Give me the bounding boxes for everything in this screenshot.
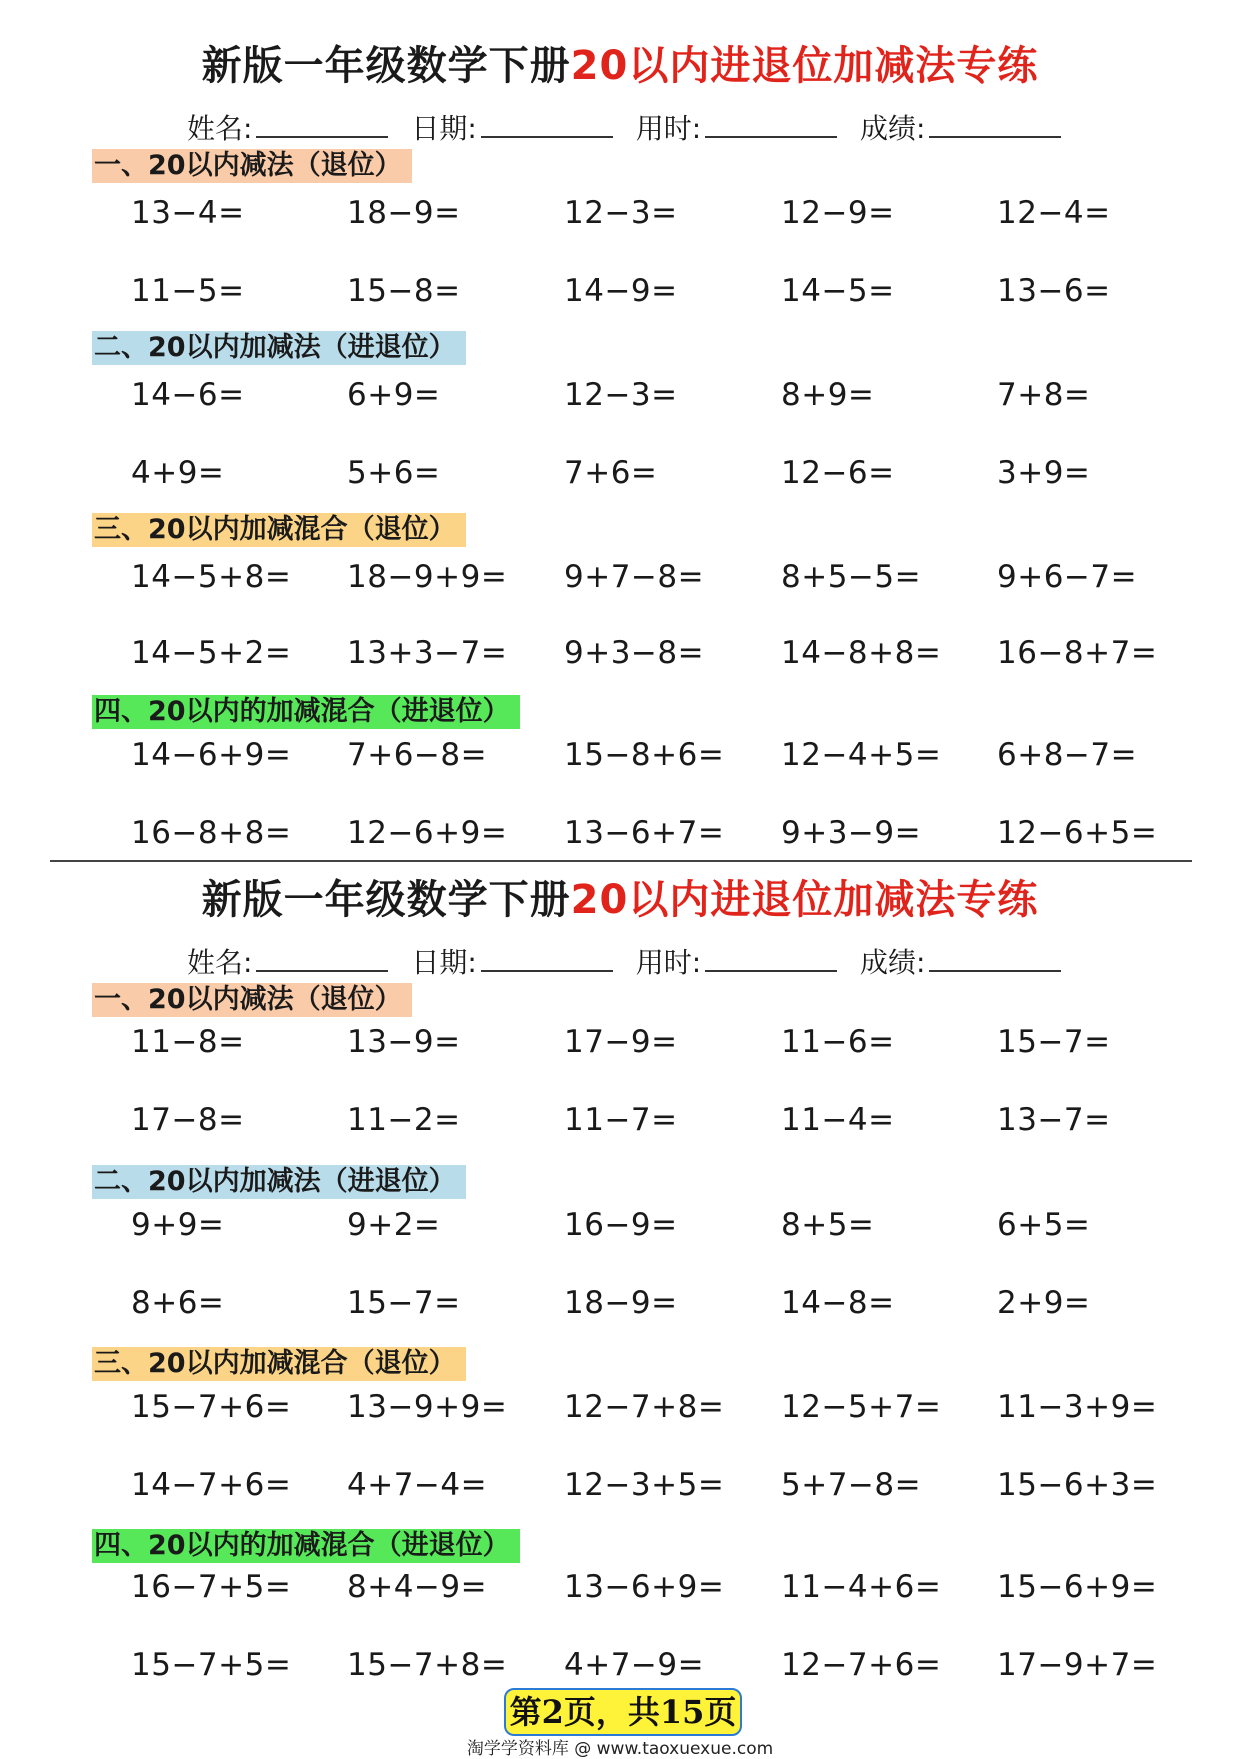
problem-row	[0, 455, 1240, 495]
problem: 13−6+9=	[564, 1569, 725, 1605]
score-blank[interactable]	[929, 112, 1061, 138]
worksheet-title	[0, 868, 1240, 925]
problem: 7+6−8=	[347, 737, 488, 773]
name-label: 姓名:	[187, 946, 253, 979]
problem: 12−9=	[781, 195, 895, 231]
problem: 12−6+5=	[997, 815, 1158, 851]
section-heading: 四、20以内的加减混合（进退位）	[92, 695, 520, 729]
problem: 12−7+6=	[781, 1647, 942, 1683]
time-field	[636, 941, 837, 981]
name-blank[interactable]	[256, 112, 388, 138]
problem-row	[0, 1647, 1240, 1687]
date-blank[interactable]	[481, 112, 613, 138]
worksheet-1	[0, 0, 1240, 860]
problem: 13−6=	[997, 273, 1111, 309]
problem: 15−7+8=	[347, 1647, 508, 1683]
problem: 15−6+9=	[997, 1569, 1158, 1605]
section-heading: 一、20以内减法（退位）	[92, 983, 412, 1017]
problem: 18−9+9=	[347, 559, 508, 595]
problem: 16−8+7=	[997, 635, 1158, 671]
problem: 15−7=	[347, 1285, 461, 1321]
problem: 8+6=	[131, 1285, 225, 1321]
time-field	[636, 107, 837, 147]
problem-row	[0, 377, 1240, 417]
problem-row	[0, 1024, 1240, 1064]
problem-row	[0, 635, 1240, 675]
problem: 17−9=	[564, 1024, 678, 1060]
worksheet-title	[0, 34, 1240, 91]
date-field	[411, 107, 612, 147]
title-prefix: 新版一年级数学下册	[201, 877, 571, 923]
score-blank[interactable]	[929, 946, 1061, 972]
problem-row	[0, 1207, 1240, 1247]
problem: 17−8=	[131, 1102, 245, 1138]
title-topic: 20以内进退位加减法专练	[570, 43, 1039, 89]
problem: 4+7−4=	[347, 1467, 488, 1503]
problem: 13−7=	[997, 1102, 1111, 1138]
problem: 15−7=	[997, 1024, 1111, 1060]
problem-row	[0, 195, 1240, 235]
problem: 6+8−7=	[997, 737, 1138, 773]
section-heading: 二、20以内加减法（进退位）	[92, 331, 466, 365]
problem: 15−7+5=	[131, 1647, 292, 1683]
problem: 12−5+7=	[781, 1389, 942, 1425]
problem: 7+8=	[997, 377, 1091, 413]
date-label: 日期:	[411, 946, 477, 979]
problem: 18−9=	[347, 195, 461, 231]
time-label: 用时:	[635, 946, 702, 979]
problem: 9+7−8=	[564, 559, 705, 595]
problem: 15−6+3=	[997, 1467, 1158, 1503]
problem: 14−5=	[781, 273, 895, 309]
problem: 16−8+8=	[131, 815, 292, 851]
score-field	[860, 941, 1061, 981]
date-blank[interactable]	[481, 946, 613, 972]
problem: 13−9+9=	[347, 1389, 508, 1425]
section-heading: 一、20以内减法（退位）	[92, 149, 412, 183]
problem: 4+7−9=	[564, 1647, 705, 1683]
problem: 16−7+5=	[131, 1569, 292, 1605]
problem: 15−8=	[347, 273, 461, 309]
problem-row	[0, 737, 1240, 777]
problem: 15−8+6=	[564, 737, 725, 773]
problem: 11−2=	[347, 1102, 461, 1138]
problem: 14−5+8=	[131, 559, 292, 595]
problem: 8+9=	[781, 377, 875, 413]
problem: 12−6+9=	[347, 815, 508, 851]
problem: 6+9=	[347, 377, 441, 413]
problem: 9+6−7=	[997, 559, 1138, 595]
problem: 15−7+6=	[131, 1389, 292, 1425]
problem: 14−8=	[781, 1285, 895, 1321]
page-indicator: 第2页，共15页	[504, 1688, 742, 1736]
worksheet-2	[0, 834, 1240, 1694]
time-blank[interactable]	[705, 946, 837, 972]
name-label: 姓名:	[187, 112, 253, 145]
problem: 11−4+6=	[781, 1569, 942, 1605]
problem: 12−7+8=	[564, 1389, 725, 1425]
problem: 12−3+5=	[564, 1467, 725, 1503]
problem: 14−7+6=	[131, 1467, 292, 1503]
problem: 8+4−9=	[347, 1569, 488, 1605]
problem: 8+5−5=	[781, 559, 922, 595]
problem: 14−5+2=	[131, 635, 292, 671]
name-field	[187, 941, 388, 981]
name-blank[interactable]	[256, 946, 388, 972]
problem: 9+3−9=	[781, 815, 922, 851]
problem: 9+9=	[131, 1207, 225, 1243]
section-heading: 三、20以内加减混合（退位）	[92, 513, 466, 547]
problem: 12−4=	[997, 195, 1111, 231]
student-info-row	[187, 107, 1075, 147]
problem: 11−4=	[781, 1102, 895, 1138]
problem-row	[0, 1467, 1240, 1507]
problem-row	[0, 1285, 1240, 1325]
score-field	[860, 107, 1061, 147]
problem: 14−9=	[564, 273, 678, 309]
problem: 6+5=	[997, 1207, 1091, 1243]
problem: 11−7=	[564, 1102, 678, 1138]
problem-row	[0, 1569, 1240, 1609]
problem: 14−8+8=	[781, 635, 942, 671]
problem: 16−9=	[564, 1207, 678, 1243]
problem-row	[0, 1102, 1240, 1142]
problem: 5+7−8=	[781, 1467, 922, 1503]
name-field	[187, 107, 388, 147]
problem: 13−9=	[347, 1024, 461, 1060]
date-field	[411, 941, 612, 981]
problem: 14−6=	[131, 377, 245, 413]
problem: 13−6+7=	[564, 815, 725, 851]
problem: 12−3=	[564, 195, 678, 231]
problem: 4+9=	[131, 455, 225, 491]
footer-watermark: 淘学学资料库 @ www.taoxuexue.com	[466, 1739, 774, 1759]
date-label: 日期:	[411, 112, 477, 145]
section-heading: 三、20以内加减混合（退位）	[92, 1347, 466, 1381]
student-info-row	[187, 941, 1075, 981]
problem: 12−4+5=	[781, 737, 942, 773]
problem-row	[0, 559, 1240, 599]
problem: 13+3−7=	[347, 635, 508, 671]
problem: 11−8=	[131, 1024, 245, 1060]
section-heading: 二、20以内加减法（进退位）	[92, 1165, 466, 1199]
time-label: 用时:	[635, 112, 702, 145]
score-label: 成绩:	[860, 946, 926, 979]
problem: 9+3−8=	[564, 635, 705, 671]
problem: 3+9=	[997, 455, 1091, 491]
problem: 11−6=	[781, 1024, 895, 1060]
problem: 5+6=	[347, 455, 441, 491]
problem: 9+2=	[347, 1207, 441, 1243]
section-heading: 四、20以内的加减混合（进退位）	[92, 1529, 520, 1563]
problem: 14−6+9=	[131, 737, 292, 773]
title-prefix: 新版一年级数学下册	[201, 43, 571, 89]
problem: 8+5=	[781, 1207, 875, 1243]
title-topic: 20以内进退位加减法专练	[570, 877, 1039, 923]
problem: 13−4=	[131, 195, 245, 231]
problem-row	[0, 273, 1240, 313]
problem-row	[0, 1389, 1240, 1429]
problem: 11−5=	[131, 273, 245, 309]
problem: 18−9=	[564, 1285, 678, 1321]
problem: 7+6=	[564, 455, 658, 491]
problem: 17−9+7=	[997, 1647, 1158, 1683]
score-label: 成绩:	[860, 112, 926, 145]
problem: 11−3+9=	[997, 1389, 1158, 1425]
problem: 12−6=	[781, 455, 895, 491]
problem: 12−3=	[564, 377, 678, 413]
time-blank[interactable]	[705, 112, 837, 138]
problem: 2+9=	[997, 1285, 1091, 1321]
